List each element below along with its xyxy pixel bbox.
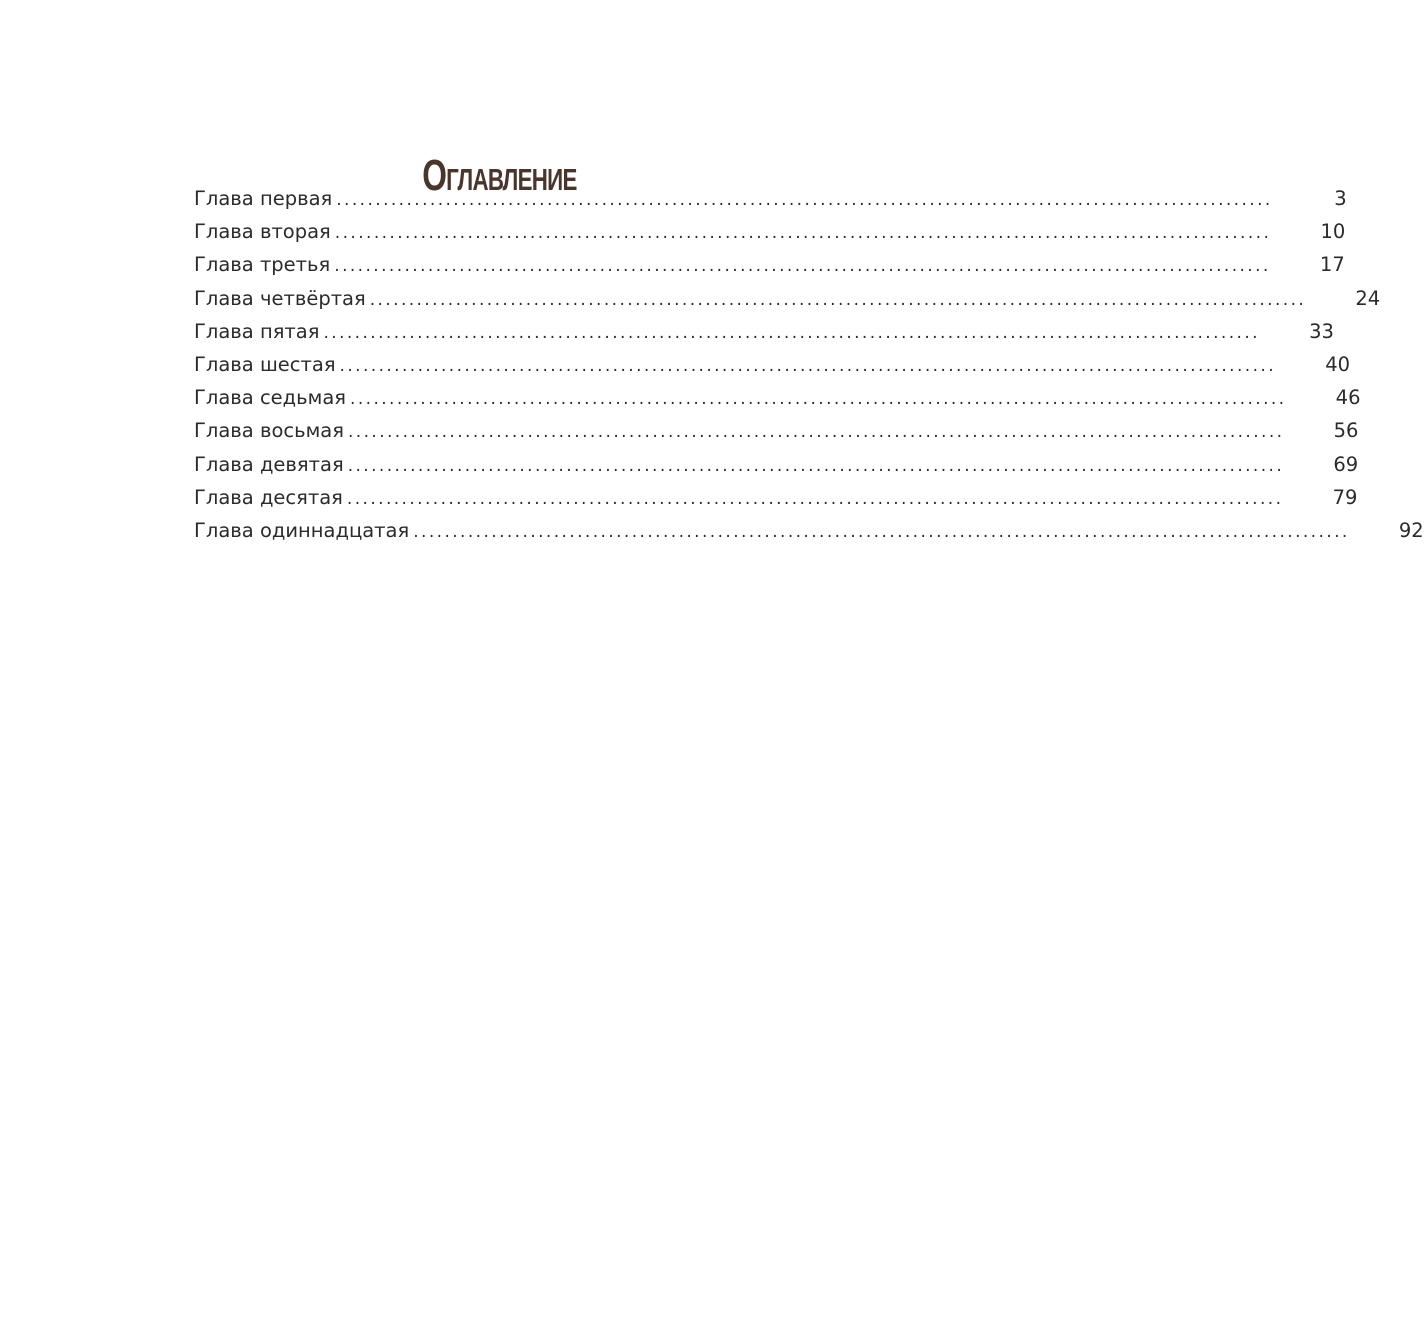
toc-entry-page: 69 <box>1333 452 1359 476</box>
toc-entry-label: Глава восьмая <box>194 419 344 443</box>
toc-entry[interactable] <box>194 348 1351 381</box>
toc-entry-label: Глава седьмая <box>194 386 347 410</box>
toc-entry-label: Глава третья <box>194 253 331 277</box>
toc-entry-page: 10 <box>1320 220 1346 244</box>
toc-entry-label: Глава девятая <box>194 452 344 476</box>
dot-leader: ........................................................................................................................ <box>336 190 1273 210</box>
toc-entry-label: Глава первая <box>194 187 333 210</box>
toc-entry[interactable] <box>194 514 1424 547</box>
toc-entry[interactable] <box>194 414 1359 447</box>
toc-entry-page: 46 <box>1335 386 1361 410</box>
toc-entry-label: Глава четвёртая <box>194 286 366 310</box>
table-of-contents <box>194 182 1424 547</box>
dot-leader: ........................................................................................................................ <box>339 355 1277 376</box>
toc-entry-page: 56 <box>1333 419 1359 443</box>
dot-leader: ........................................................................................................................ <box>347 422 1285 443</box>
toc-entry[interactable] <box>194 215 1346 248</box>
dot-leader: ........................................................................................................................ <box>369 289 1307 310</box>
toc-entry[interactable] <box>194 248 1345 281</box>
dot-leader: ........................................................................................................................ <box>334 256 1271 277</box>
dot-leader: ........................................................................................................................ <box>347 455 1285 476</box>
toc-entry-page: 33 <box>1309 319 1334 343</box>
dot-leader: ........................................................................................................................ <box>334 223 1272 244</box>
dot-leader: ........................................................................................................................ <box>350 389 1287 410</box>
toc-entry-page: 92 <box>1398 518 1424 542</box>
toc-entry-label: Глава одиннадцатая <box>194 518 410 542</box>
toc-entry-page: 79 <box>1332 485 1358 509</box>
toc-entry-label: Глава десятая <box>194 485 343 509</box>
toc-entry[interactable] <box>194 282 1381 315</box>
toc-entry-page: 17 <box>1319 253 1345 277</box>
toc-entry[interactable] <box>194 481 1358 514</box>
toc-entry[interactable] <box>194 381 1361 414</box>
toc-entry-page: 24 <box>1355 286 1381 310</box>
dot-leader: ........................................................................................................................ <box>323 322 1260 343</box>
toc-entry-label: Глава пятая <box>194 319 320 343</box>
toc-entry-label: Глава шестая <box>194 352 336 376</box>
page-title: Оглавление <box>422 151 577 201</box>
toc-entry[interactable] <box>194 182 1347 215</box>
toc-entry-label: Глава вторая <box>194 220 331 244</box>
toc-entry-page: 40 <box>1325 352 1351 376</box>
dot-leader: ........................................................................................................................ <box>346 488 1284 509</box>
toc-entry[interactable] <box>194 315 1334 348</box>
dot-leader: ........................................................................................................................ <box>413 521 1350 542</box>
toc-entry-page: 3 <box>1334 187 1347 210</box>
toc-entry[interactable] <box>194 448 1359 481</box>
